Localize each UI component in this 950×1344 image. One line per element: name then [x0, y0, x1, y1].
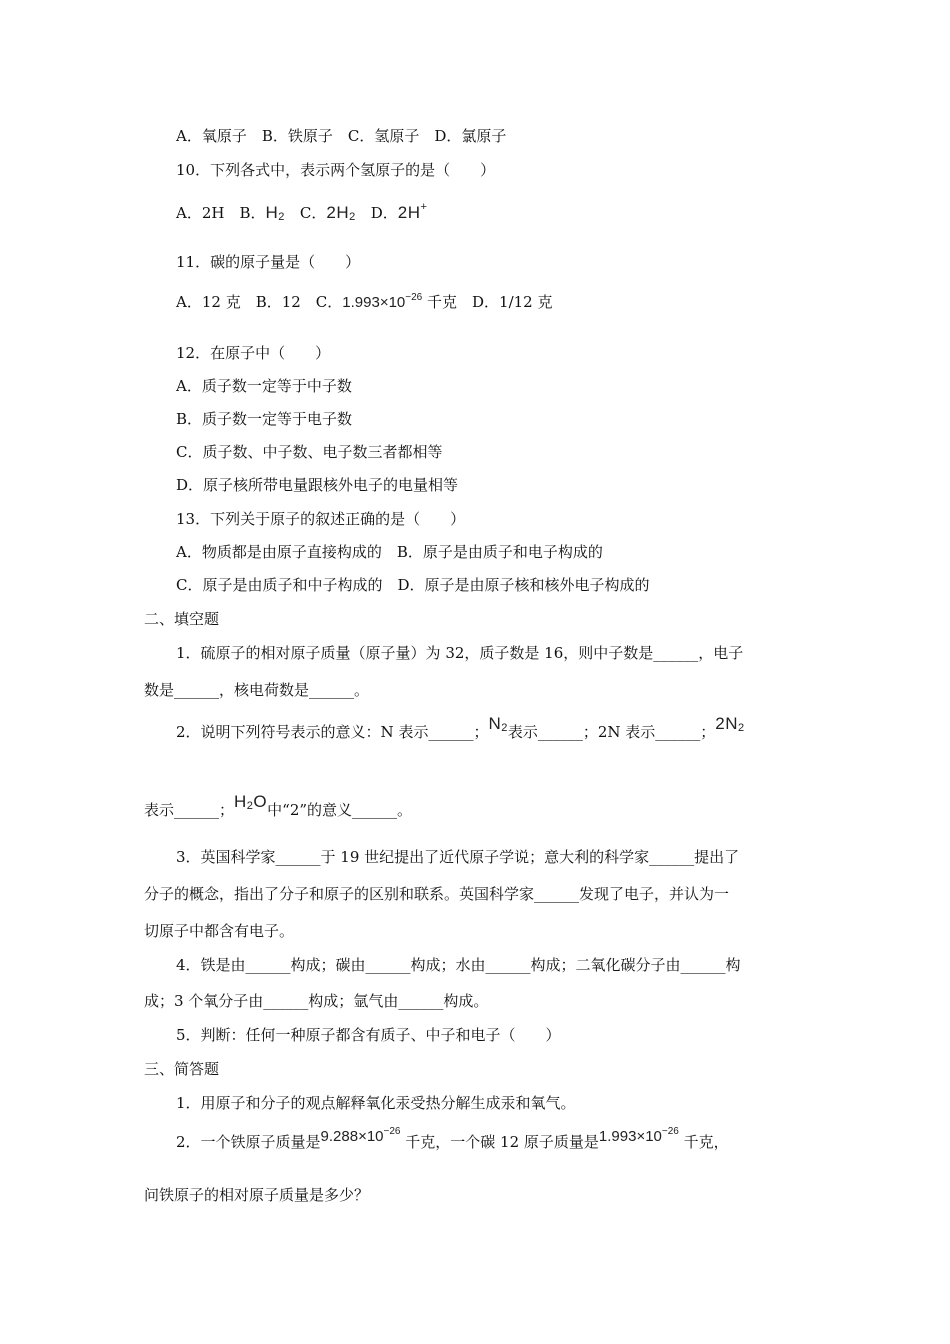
fill-q3-line2: 分子的概念，指出了分子和原子的区别和联系。英国科学家______发现了电子，并认为一	[144, 885, 730, 903]
q10-option-a: A．2H B．	[176, 204, 266, 222]
q10-option-d-label: D．	[370, 204, 398, 222]
q11-stem: 11．碳的原子量是（ ）	[176, 253, 361, 271]
q12-option-d: D．原子核所带电量跟核外电子的电量相等	[176, 476, 459, 494]
formula-n2: $N_2$	[488, 714, 508, 734]
fill-q2-line1: 2．说明下列符号表示的意义：N 表示______；$N_2$表示______；2N 表示______；$2N_2$	[176, 714, 745, 741]
fill-q2-line2: 表示______；$H_2O$中“2”的意义______。	[144, 792, 413, 819]
fill-q4-line2: 成；3 个氧分子由______构成；氩气由______构成。	[144, 992, 489, 1010]
iron-atom-mass: $9.288\times 10^{-26}$	[320, 1126, 401, 1145]
q12-option-c: C．质子数、中子数、电子数三者都相等	[176, 443, 443, 461]
q11-options-ab: A．12 克 B．12 C．	[176, 293, 343, 311]
fill-q4-line1: 4．铁是由______构成；碳由______构成；水由______构成；二氧化碳分子由______构	[176, 956, 741, 974]
q11-options-cd: 千克 D．1/12 克	[422, 293, 553, 311]
section-short-answer-title: 三、简答题	[144, 1060, 220, 1078]
fill-q3-line3: 切原子中都含有电子。	[144, 922, 295, 940]
q12-option-a: A．质子数一定等于中子数	[176, 377, 352, 395]
q11-carbon-mass: $1.993\times 10^{-26}$	[342, 292, 423, 311]
q10-stem: 10．下列各式中，表示两个氢原子的是（ ）	[176, 161, 496, 179]
q10-formula-c: $2H_2$	[326, 203, 356, 223]
short-q2-line2: 问铁原子的相对原子质量是多少？	[144, 1186, 370, 1204]
section-fill-in-title: 二、填空题	[144, 610, 220, 628]
carbon12-atom-mass: $1.993\times 10^{-26}$	[598, 1126, 679, 1145]
fill-q1-line1: 1．硫原子的相对原子质量（原子量）为 32，质子数是 16，则中子数是______，电子	[176, 644, 744, 662]
q12-option-b: B．质子数一定等于电子数	[176, 410, 353, 428]
q11-options	[176, 292, 552, 312]
q10-options	[176, 201, 427, 224]
q9-options: A．氧原子 B．铁原子 C．氢原子 D．氯原子	[176, 127, 507, 145]
q10-option-c-label: C．	[299, 204, 327, 222]
short-q1: 1．用原子和分子的观点解释氧化汞受热分解生成汞和氧气。	[176, 1094, 576, 1112]
formula-h2o: $H_2O$	[234, 792, 268, 812]
q13-stem: 13．下列关于原子的叙述正确的是（ ）	[176, 510, 466, 528]
fill-q5: 5．判断：任何一种原子都含有质子、中子和电子（ ）	[176, 1026, 561, 1044]
q13-options-cd: C．原子是由质子和中子构成的 D．原子是由原子核和核外电子构成的	[176, 576, 650, 594]
q13-options-ab: A．物质都是由原子直接构成的 B．原子是由质子和电子构成的	[176, 543, 603, 561]
formula-2n2: $2N_2$	[715, 714, 745, 734]
short-q2-line1: 2．一个铁原子质量是$9.288\times 10^{-26}$ 千克，一个碳 12 原子质量是$1.993\times 10^{-26}$ 千克，	[176, 1126, 729, 1151]
fill-q1-line2: 数是______，核电荷数是______。	[144, 681, 370, 699]
q10-formula-d: 2H+	[397, 201, 428, 222]
fill-q3-line1: 3．英国科学家______于 19 世纪提出了近代原子学说；意大利的科学家______提出了	[176, 848, 740, 866]
q10-formula-b: $H_2$	[265, 203, 285, 223]
q12-stem: 12．在原子中（ ）	[176, 344, 331, 362]
